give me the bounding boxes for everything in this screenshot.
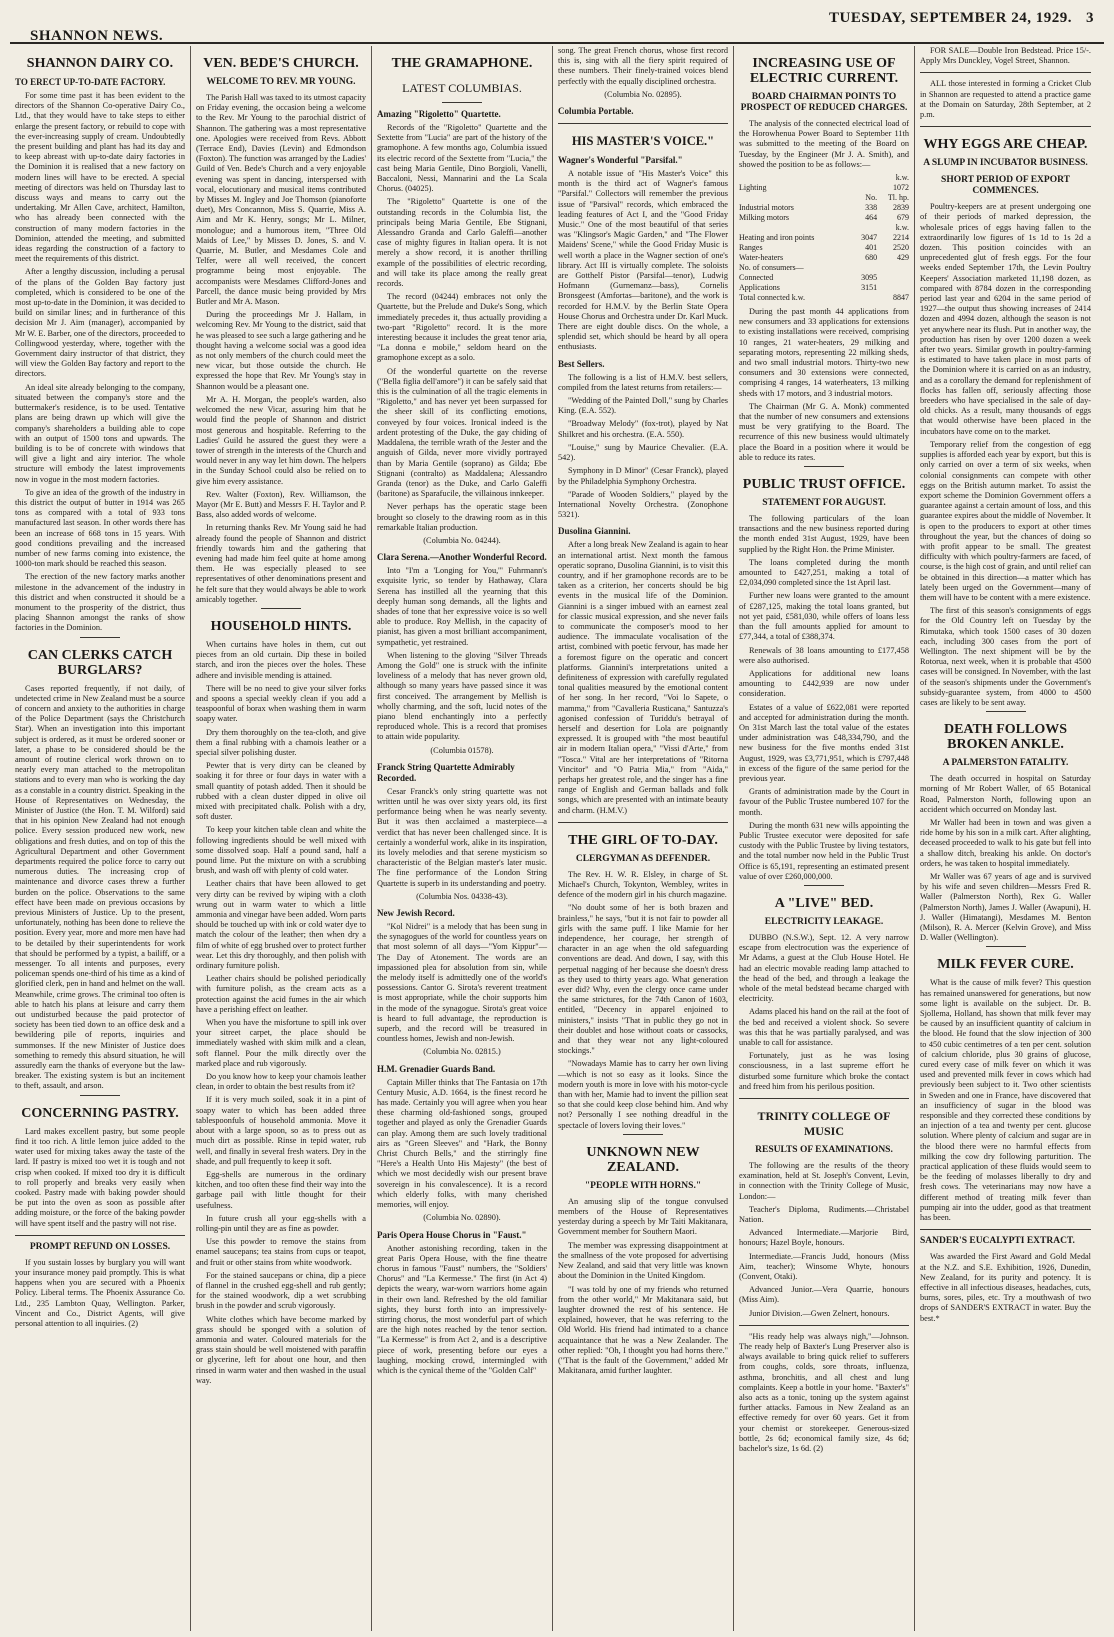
headline-live-bed: A "LIVE" BED. (774, 895, 874, 911)
headline-death: DEATH FOLLOWS BROKEN ANKLE. (943, 722, 1068, 753)
subhead: Franck String Quartette Admirably Recorded. (377, 761, 515, 783)
divider (261, 608, 301, 609)
paragraph: The Rev. H. W. R. Elsley, in charge of St. Michael's Church, Tokynton, Wembley, writes in defence of the modern girl in his church magazine. (558, 869, 728, 900)
subhead: Clara Serena.—Another Wonderful Record. (377, 552, 547, 563)
paragraph: For some time past it has been evident to the directors of the Shannon Co-operative Dairy Co., Ltd., that they would have to take steps to either enlarge the present factory, or rebuild to cope with the ever-increasing supply of cream. Undoubtedly the present building and plant has had its day and to keep abreast with up-to-date dairy factories in the Dominion it is realised that a new factory on modern lines will have to be erected. A special meeting of directors was held on Thursday last to discuss ways and means to carry out the undertaking. Mr Allen Cave, architect, Hamilton, who has already been connected with the construction of many modern factories in the Dominion, attended the meeting, and submitted ideas regarding the construction of a factory to meet the requirements of this district. (15, 91, 185, 264)
paragraph: Estates of a value of £622,081 were reported and accepted for administration during the month. On 31st March last the total value of the estates under administration was £48,334,790, and the new business for the five months ended 31st August, 1929, was £3,771,951, which is £797,448 in excess of the figure of the same period for the previous year. (739, 702, 909, 783)
table-cell: No. of consumers— (739, 263, 804, 273)
table-cell: Water-heaters (739, 253, 784, 263)
table-cell: 679 (897, 213, 909, 223)
paragraph: Mr Waller was 67 years of age and is survived by his wife and seven children—Messrs Fred R. Waller (Palmerston North), Rex G. Waller (Palmerston North), James J. Waller (Awapuni), H. J. Waller (Himatangi), Mesdames M. Benton (Milson), R. A. Mercer (Kelvin Grove), and Miss D. Waller (Wellington). (920, 872, 1091, 943)
record-number: (Columbia No. 04244). (423, 535, 501, 545)
table-cell: Applications (739, 283, 780, 293)
table-row (739, 213, 909, 223)
paragraph: Mr A. H. Morgan, the people's warden, also welcomed the new Vicar, assuring him that he would find the people of Shannon and district most generous and hospitable. Referring to the Ladies' Guild he assured the guest they were a tower of strength in the interests of the Church and would never in any way let him down. The helpers in the Sunday School could also be relied on to give him every assistance. (196, 394, 366, 486)
table-cell: Connected (739, 273, 774, 283)
headline-pastry: CONCERNING PASTRY. (21, 1105, 179, 1121)
subhead-dairy: TO ERECT UP-TO-DATE FACTORY. (15, 77, 166, 87)
paragraph: An amusing slip of the tongue convulsed members of the House of Representatives yesterday during a speech by Mr Taiti Makitanara, Government member for Southern Maori. (558, 1196, 728, 1237)
paragraph: Symphony in D Minor" (Cesar Franck), played by the Philadelphia Symphony Orchestra. (558, 466, 728, 486)
paragraph: The following are the results of the theory examination, held at St. Joseph's Convent, Levin, in connection with the Trinity College of Music, London:— (739, 1161, 909, 1201)
table-cell: Ranges (739, 243, 763, 253)
issue-date: TUESDAY, SEPTEMBER 24, 1929. (829, 10, 1072, 26)
table-cell: Industrial motors (739, 203, 794, 213)
divider (15, 1235, 185, 1236)
table-cell: k.w. (895, 173, 909, 183)
paragraph: The loans completed during the month amounted to £427,251, making a total of £2,034,090 completed since the 1st April last. (739, 557, 909, 588)
paragraph: Never perhaps has the operatic stage been brought so closely to the drawing room as in this remarkable Italian production. (377, 502, 547, 532)
headline-refund: PROMPT REFUND ON LOSSES. (29, 1241, 171, 1252)
paragraph: During the proceedings Mr J. Hallam, in welcoming Rev. Mr Young to the district, said that he was pleased to see such a large gathering and he thought having a welcome social was a good idea as not only members of the church could meet the new vicar, but those outside the church. He expressed the hope that Rev. Mr Young's stay in Shannon would be a pleasant one. (196, 310, 366, 391)
headline-household: HOUSEHOLD HINTS. (210, 618, 352, 634)
headline-dairy: SHANNON DAIRY CO. (26, 56, 174, 71)
table-cell (877, 273, 909, 283)
table-cell: k.w. (895, 223, 909, 233)
table-row (739, 173, 909, 183)
subhead: Wagner's Wonderful "Parsifal." (558, 155, 683, 166)
masthead (10, 6, 1104, 44)
subhead-horns: "PEOPLE WITH HORNS." (584, 1180, 702, 1191)
paragraph: White clothes which have become marked by grass should be sponged with a solution of ammonia and water. Coloured materials for the grass stain should be well moistened with paraffin or glycerine, left for about one hour, and then rinsed in warm water and then washed in the usual way. (196, 1314, 366, 1385)
subhead: Amazing "Rigoletto" Quartette. (377, 109, 501, 119)
paragraph: The "Rigoletto" Quartette is one of the outstanding records in the Columbia list, the principals being Maria Gentile, Ebe Stignani, Alessandro Granda and Carlo Galeffi—another case of mighty figures in Italian opera. It is not merely a show record, it is another thrilling example of the possibilities of electric recording, and will take its place among the really great records. (377, 197, 547, 289)
table-row (739, 193, 909, 203)
subhead-fatality: A PALMERSTON FATALITY. (942, 758, 1069, 769)
table-cell: 3151 (861, 283, 878, 293)
paragraph: Captain Miller thinks that The Fantasia on 17th Century Music, A.D. 1664, is the finest record he has made. Certainly you will agree when you hear these charming old-fashioned songs, grouped together and played as only the Grenadier Guards can play. Among them are such lovely traditional airs as "Green Sleeves" and "Hark, the Bonny Christ Church Bells," and the stirringly fine "Here's a Health Unto His Majesty" (the best of which we most decidedly wish our present brave sovereign in his convalescence). It is a record which elderly folks, with many cherished memories, will enjoy. (377, 1077, 547, 1210)
paragraph: Do you know how to keep your chamois leather clean, in order to obtain the best results from it? (196, 1072, 366, 1092)
paragraph: What is the cause of milk fever? This question has remained unanswered for generations, but now some light is available on the subject. Dr. B. Sjollema, Holland, has shown that milk fever may be caused by an insufficient quantity of calcium in the blood. He found that the slow injection of 300 to 450 cubic centimetres of a ten per cent. solution of calcium chloride, plus 30 grains of glucose, cured every case of milk fever on which it was used and prevented milk fever in cows which had previously been subject to it. Two other scientists in Sweden and one in France, have discovered that an insufficiency of sugar in the blood was responsible and they corrected these conditions by an injection of a tea and twenty per cent. glucose solution. Where plenty of calcium and sugar are in the blood there were no harmful effects from milking the cow dry following parturition. The practical application of these fluids would seem to be the feeding of molasses liberally to dry and fresh cows. The veterinarians may now have a different method of treating milk fever than pumping air into the udder, good as that treatment has been. (920, 978, 1091, 1223)
table-cell (739, 173, 853, 183)
divider (623, 1134, 663, 1135)
table-cell: Total connected k.w. (739, 293, 806, 303)
paragraph: The erection of the new factory marks another milestone in the advancement of the industry in this district and when constructed it should be a monument to the prosperity of the district, thus placing Shannon amongst the ranks of show factories in the Dominion. (15, 572, 185, 633)
table-row (739, 183, 909, 193)
subhead-results: RESULTS OF EXAMINATIONS. (755, 1145, 893, 1156)
subhead: Columbia Portable. (558, 106, 634, 117)
column-3 (372, 46, 553, 1631)
table-cell: 464 (865, 213, 878, 223)
subhead-export: SHORT PERIOD OF EXPORT COMMENCES. (941, 175, 1070, 197)
paragraph: For the stained saucepans or china, dip a piece of flannel in the crushed egg-shell and rub gently; for the stained woodwork, dip a wet scrubbing brush in the powder and scrub vigorously. (196, 1270, 366, 1311)
table-cell (853, 183, 877, 193)
headline-clerks: CAN CLERKS CATCH BURGLARS? (27, 647, 173, 678)
paragraph: Renewals of 38 loans amounting to £177,458 were also authorised. (739, 645, 909, 665)
table-cell: No. (865, 193, 878, 203)
table-cell (877, 263, 909, 273)
paragraph: If it is very much soiled, soak it in a pint of soapy water to which has been added three tablespoonfuls of household ammonia. Move it about with a large spoon, so as to press out as much dirt as possible. Rinse in tepid water, rub well, and finally in several fresh waters. Dry in the shade, and pull frequently to keep it soft. (196, 1095, 366, 1166)
paragraph: "I was told by one of my friends who returned from the other world," Mr Makitanara said, but laughter drowned the rest of his sentence. He explained, however, that he was referring to the Old World. His friend had intimated to a chance acquaintance that he was a New Zealander. The other replied: "Oh, I thought you had horns there." ("That is the fault of the Government," added Mr Makitanara, amid further laughter. (558, 1284, 728, 1376)
table-row (739, 273, 909, 283)
divider (986, 946, 1026, 947)
column-4 (553, 46, 734, 1631)
column-6 (915, 46, 1096, 1631)
subhead-columbias: LATEST COLUMBIAS. (402, 81, 522, 95)
table-row (739, 223, 909, 233)
paper-name: SHANNON NEWS. (30, 28, 164, 44)
divider (80, 1095, 120, 1096)
headline-gramaphone: THE GRAMAPHONE. (391, 56, 533, 71)
paragraph: During the month 631 new wills appointing the Public Trustee executor were deposited for safe custody with the Public Trustee by living testators, and the total number now held in the Public Trust Office is 65,191, representing an estimated present value of over £260,000,000. (739, 820, 909, 881)
paragraph: "Louise," sung by Maurice Chevalier. (E.A. 542). (558, 442, 728, 463)
paragraph: Cases reported frequently, if not daily, of undetected crime in New Zealand must be a source of concern and anxiety to the authorities in charge of the Police Department (says the Christchurch Star). When an investigation into this important subject is ordered, as it must be ordered sooner or later, a phase to be considered should be the amount of routine clerical work thrown on to nearly every man attached to the metropolitan stations and to every man who is working the day as a constable in a country district. Speaking in the House of Representatives on Wednesday, the Minister of Justice (the Hon. T. M. Wilford) said that in his opinion New Zealand had not enough police. Every session produced new work, new obligations and fresh duties, and on top of this the Agricultural Department and other Government departments required the police force to carry out numerous duties. The increasing crop of maintenance and divorce cases threw a further burden on the police. Observations to the same effect have been made on previous occasions by previous Ministers of Justice. Up to the present, unfortunately, nothing has been done to relieve the position. Every year, more and more men have had to be detailed by their superintendents for work that should be performed by a typist, a bailiff, or a messenger. To all intents and purposes, every policeman spends one-third of his time as a kind of glorified clerk, pen in hand and helmet on the wall. Meanwhile, crime grows. The criminal too often is able to hatch his plans at leisure and carry them out undisturbed because the paid protector of society has been tied down to an office desk and a bewildering pile of reports, inquiries and summonses. If the new Minister of Justice does something to remedy this absurd situation, he will assuredly earn the thanks of everyone but the law-breaker. The existing system is but an incitement to theft, assault, and arson. (15, 683, 185, 1091)
record-number: (Columbia Nos. 04338-43). (416, 891, 508, 901)
record-number: (Columbia No. 02895). (604, 89, 682, 99)
divider (442, 102, 482, 103)
headline-sanders: SANDER'S EUCALYPTI EXTRACT. (920, 1236, 1075, 1247)
paragraph: Of the wonderful quartette on the reverse ("Bella figlia dell'amore") it can be safely said that this is the culmination of all the tragic elements in "Rigoletto," and has never yet been surpassed for the sheer skill of its conflicting emotions, conveyed by four voices. Ironical indeed is the ardent protesting of the Duke, the gay chiding of Maddalena, the terrible wrath of the Jester and the anguish of Gilda, never more vividly portrayed than by Maria Gentile (soprano) as Gilda; Ebe Stignani (contralto) as Maddalena; Alessandro Granda (tenor) as the Duke, and Carlo Galeffi (baritone) as Sparafucile, the villainous innkeeper. (377, 366, 547, 499)
paragraph: The first of this season's consignments of eggs for the Old Country left on Tuesday by the Rimutaka, which took 1500 cases of 30 dozen each, including 300 cases from the port of Wellington. The next shipment will be by the Rotorua, next week, when it is probable that 4500 cases will be consigned. In November, with the last of the season's shipments under the Government's subsidy-guarantee system, from 4000 to 4500 cases are likely to be sent away. (920, 606, 1091, 707)
headline-milk-fever: MILK FEVER CURE. (937, 957, 1074, 973)
paragraph: Lard makes excellent pastry, but some people find it too rich. A little lemon juice added to the water used for mixing takes away the taste of the lard. If pastry is mixed too wet it is tough and not crisp when cooked. If mixed too dry it is difficult to roll properly and breaks very easily when cooked. Pastry made with baking powder should be put into the oven as soon as possible after adding moisture, or the force of the baking powder will have spent itself and the pastry will not rise. (15, 1126, 185, 1228)
divider (920, 72, 1091, 73)
table-cell: Lighting (739, 183, 767, 193)
paragraph: The Parish Hall was taxed to its utmost capacity on Friday evening, the occasion being a welcome to the Rev. Mr Young to the parochial district of Shannon. The gathering was a most representative one. Apologies were received from Revs. Abbott (Terrace End), Davies (Levin) and Edmondson (Foxton). The function was arranged by the Ladies' Guild of Ven. Bede's Church and a very enjoyable evening was spent in dancing, interspersed with vocal, elocutionary and musical items contributed by Misses M. Ingley and Joe Thomson (pianoforte duet), Mrs Concannon, Miss S. Quarrie, Miss A. Aim and Mr K. Henry, songs; Mr L. Milner, monologue; and a humorous item, "Three Old Maids of Lee," by Misses D. Jones, S. and V. Quarrie, M. Butler, and Mesdames Cole and Telfer, were all well received, the concert programme being most enjoyable. The accompanists were Mesdames Clifford-Jones and Parcell, the dance music being provided by Mrs Butler and Mr A. Mason. (196, 93, 366, 307)
table-cell: Tl. hp. (887, 193, 909, 203)
table-row (739, 243, 909, 253)
table-cell (853, 263, 877, 273)
headline-unknown-nz: UNKNOWN NEW ZEALAND. (586, 1144, 700, 1175)
divider (739, 1325, 909, 1326)
table-cell: 429 (897, 253, 909, 263)
record-number: (Columbia No. 02890). (423, 1213, 501, 1223)
subhead-leakage: ELECTRICITY LEAKAGE. (764, 916, 884, 927)
paragraph: The analysis of the connected electrical load of the Horowhenua Power Board to September 11th was submitted to the meeting of the Board on Tuesday, by the Engineer (Mr J. A. Smith), and showed the position to be as follows:— (739, 119, 909, 169)
paragraph: Egg-shells are numerous in the ordinary kitchen, and too often these find their way into the garbage pail with little thought for their usefulness. (196, 1169, 366, 1210)
paragraph: The record (04244) embraces not only the Quartette, but the Prelude and Duke's Song, which immediately precedes it, thus actually providing a two-part "Rigoletto" record. It is the more interesting because it includes the great tenor aria, "La donna e mobile," seldom heard on the gramophone except as a solo. (377, 292, 547, 363)
table-cell: 3047 (861, 233, 878, 243)
paragraph: Cesar Franck's only string quartette was not written until he was over sixty years old, its first performance being when he was nearly seventy. But it was then acclaimed a masterpiece—a verdict that has never been challenged since. It is certainly a wonderful work, alike in its inspiration, its lovely melodies and that serene mysticism so characteristic of the Belgian master's later music. The fine performance of the London String Quartette is superb in its understanding and poetry. (377, 786, 547, 888)
paragraph: Dry them thoroughly on the tea-cloth, and give them a final rubbing with a chamois leather or a special silver polishing duster. (196, 727, 366, 757)
paragraph: song. The great French chorus, whose first record this is, sing with all the fiery spirit required of these numbers. Their finely-trained voices blend perfectly with the equally disciplined orchestra. (558, 46, 728, 86)
paragraph: Into "I'm a 'Longing for You,'" Fuhrmann's exquisite lyric, so tender by Hathaway, Clara Serena has instilled all the yearning that this deeply human song demands, all the lights and shades of tone that her expressive voice is so well able to produce. Roy Mellish, in the capacity of pianist, has given a most brilliant accompaniment, sympathetic, yet restrained. (377, 566, 547, 647)
subhead-electric: BOARD CHAIRMAN POINTS TO PROSPECT OF REDUCED CHARGES. (740, 92, 908, 113)
advertisement: Was awarded the First Award and Gold Medal at the N.Z. and S.E. Exhibition, 1926, Dunedin, New Zealand, for its purity and potency. It is effective in all infectious diseases, headaches, cuts, burns, sores, piles, etc. Try a mouthwash of two drops of SANDER'S EXTRACT in water. Buy the best.* (920, 1252, 1091, 1323)
table-cell: 1072 (893, 183, 909, 193)
paragraph: In returning thanks Rev. Mr Young said he had already found the people of Shannon and district friendly towards him and the gathering that evening had made him feel quite at home among them. He was especially pleased to see representatives of other denominations present and he felt sure that they would always be able to work amicably together. (196, 523, 366, 604)
record-number: (Columbia No. 02815.) (423, 1047, 501, 1057)
table-cell (739, 223, 853, 233)
columns (10, 46, 1104, 1631)
column-1 (10, 46, 191, 1631)
subhead-girl: CLERGYMAN AS DEFENDER. (575, 853, 711, 864)
paragraph: During the past month 44 applications from new consumers and 33 applications for extensions to existing installations were received, comprising 10 ranges, 21 water-heaters, 29 milking and separating motors, representing 22 milking sheds, and two small industrial motors. Thirty-two new consumers and 30 extensions were connected, comprising 4 ranges, 14 waterheaters, 13 milking sheds with 17 motors, and 3 industrial motors. (739, 307, 909, 398)
classified-ad: FOR SALE—Double Iron Bedstead. Price 15/-. Apply Mrs Dunckley, Vogel Street, Shannon. (920, 46, 1091, 66)
record-number: (Columbia 01578). (430, 745, 494, 755)
divider (920, 126, 1091, 127)
table-cell: Milking motors (739, 213, 790, 223)
paragraph: The Chairman (Mr G. A. Monk) commented that the number of new consumers and extensions must be very gratifying to the Board. The recurrence of this new business would ultimately place the Board in a position where it would be able to reduce its rates. (739, 401, 909, 462)
divider (558, 123, 728, 124)
column-2 (191, 46, 372, 1631)
headline-eggs: WHY EGGS ARE CHEAP. (923, 137, 1088, 153)
paragraph: The following particulars of the loan transactions and the new business reported during the month ended 31st August, 1929, have been supplied by the Right Hon. the Prime Minister. (739, 514, 909, 554)
table-row (739, 293, 909, 303)
subhead: Dusolina Giannini. (558, 526, 631, 537)
paragraph: After a lengthy discussion, including a perusal of the plans of the Golden Bay factory just completed, which is considered to be one of the most up-to-date in the Dominion, it was decided to build on similar lines; and in furtherance of this decision Mr J. Aim (manager), accompanied by Mr W. E. Barber, one of the directors, proceeded to Collingwood yesterday, where, together with the Government dairy instructor of that district, they will view the Golden Bay factory and report to the directors. (15, 267, 185, 379)
paragraph: "Broadway Melody" (fox-trot), played by Nat Shilkret and his orchestra. (E.A. 550). (558, 419, 728, 439)
paragraph: Fortunately, just as he was losing consciousness, in a last supreme effort he disturbed some furniture which broke the contact and freed him from his perilous position. (739, 1051, 909, 1091)
classified-ad: ALL those interested in forming a Cricket Club in Shannon are requested to attend a practice game at the Domain on Saturday, 28th September, at 2 p.m. (920, 79, 1091, 120)
paragraph: After a long break New Zealand is again to hear an international artist. Next month the famous operatic soprano, Dusolina Giannini, is to visit this country, and if her gramophone records are to be taken as a criterion, her concerts should be big events in the musical life of the Dominion. Giannini is a singer imbued with an earnest zeal for classic musical expression, and she never fails to communicate the composer's mood to her audience. The immaculate vocalisation of the artist, combined with poetic fervour, has made her a foremost figure on the operatic and concert platforms. Giannini's interpretations united a definiteness of expression with carefully regulated tonal qualities measured by the emotional content of her song. In her record, "Voi lo Sapete, o mamma," from "Cavalleria Rusticana," Santuzza's agonised confession of Turiddu's betrayal of herself and desertion for Lola are poignantly expressed. It is grouped with "the most beautiful air in modern Italian opera," "Vissi d'Arte," from "Tosca." Vital are her interpretations of "Ritorna Vincitor" and "O Patria Mia," from "Aida," perhaps her greatest role, and the singer has a fine range of English and German ballads and folk songs, which are presented with an intimate beauty and charm. (H.M.V.) (558, 540, 728, 815)
subhead: H.M. Grenadier Guards Band. (377, 1063, 496, 1074)
table-cell: 8847 (893, 293, 909, 303)
paragraph: Pewter that is very dirty can be cleaned by soaking it for three or four days in water with a small quantity of potash added. Then it should be rubbed with a clean duster dipped in olive oil mixed with precipitated chalk. Polish with a dry, soft duster. (196, 761, 366, 822)
table-cell (853, 173, 877, 183)
paragraph: When you have the misfortune to spill ink over your sitreet carpet, the place should be immediately washed with skim milk and a clean, soft flannel. Pour the milk directly over the marked place and rub vigorously. (196, 1018, 366, 1068)
paragraph: The death occurred in hospital on Saturday morning of Mr Robert Waller, of 65 Botanical Road, Palmerston North, following upon an accident which occurred on Monday last. (920, 774, 1091, 814)
paragraph: Grants of administration made by the Court in favour of the Public Trustee numbered 107 for the month. (739, 787, 909, 817)
table-cell: 2839 (893, 203, 909, 213)
table-cell: 2214 (893, 233, 909, 243)
paragraph: Another astonishing recording, taken in the great Paris Opera House, with the fine theatre chorus in famous "Faust" numbers, the "Soldiers' Chorus" and "La Kermesse." The first (in Act 4) depicts the weary, war-worn warriors home again in their own land. Refreshed by the old familiar sights, they burst forth into an impressively-stirring chorus, the most wonderful part of which are the high notes reached by the tenor section. "La Kermesse" is from Act 2, and is a descriptive piece of work, presenting before our eyes a laughing, mocking crowd, intermingled with which is the cynical theme of the "Golden Calf" (377, 1243, 547, 1375)
paragraph: DUBBO (N.S.W.), Sept. 12. A very narrow escape from electrocution was the experience of Mr Adams, a guest at the Club House Hotel. He had an electric movable reading lamp attached to the head of the bed, and through a leakage the whole of the metal bedstead became charged with electricity. (739, 932, 909, 1004)
table-row (739, 263, 909, 273)
paragraph: "No doubt some of her is both brazen and brainless," he says, "but it is not fair to powder all girls with the same puff. I like Mamie for her independence, her courage, her strength of character in an age when the old safeguarding conventions are dead. And down, I say, with this perpetual nagging of her because she doesn't dress as they used to thirty years ago. What generation ever did? Why, even the clergy once came under the same strictures, for the 74th Canon of 1603, entitled, "Decency in apparel enjoined to ministers," insists "That in public they go not in their doublet and hose without coats or cassocks, and that they wear not any light-coloured stockings." (558, 903, 728, 1056)
load-table (739, 173, 909, 303)
paragraph: If you sustain losses by burglary you will want your insurance money paid promptly. This is what happens when you are secured with a Phoenix Policy. Liberal terms. The Phoenix Assurance Co. Ltd., 235 Lambton Quay, Wellington. Parker, Vincent and Co., District Agents, will give personal attention to all inquiries. (2) (15, 1257, 185, 1328)
paragraph: Records of the "Rigoletto" Quartette and the Sextette from "Lucia" are part of the history of the gramophone. A few months ago, Columbia issued its electric record of the Sextette from "Lucia," the cast being Maria Gentile, Dino Borgioli, Vanelli, Baccaloni, Nessi, Mannarini and the La Scala Chorus. (04025). (377, 123, 547, 194)
divider (80, 637, 120, 638)
paragraph: "Kol Nidrei" is a melody that has been sung in the synagogues of the world for countless years on that most solemn of all days—"Yom Kippur"—The Day of Atonement. The words are an impassioned plea for absolution from sin, while the melody itself is admittedly one of the world's possessions. Cantor G. Sirota's reverent treatment is most appropriate, while the choir supports him in the mode of the synagogue. Sirota's great voice is heard to full advantage, the reproduction is superb, and the record will be treasured in countless homes, Jewish and non-Jewish. (377, 922, 547, 1044)
advertisement: "His ready help was always nigh,"—Johnson. The ready help of Baxter's Lung Preserver also is always available to bring quick relief to sufferers from coughs, colds, sore throats, influenza, asthma, bronchitis, and all chest and lung complaints. Keep a bottle in your home. "Baxter's" also acts as a tonic, toning up the system against further attacks. Famous in New Zealand as an effective remedy for over 60 years. Get it from your chemist or storekeeper. Generous-sized bottle, 2s 6d; economical family size, 4s 6d; bachelor's size, 1s 6d. (2) (739, 1331, 909, 1454)
table-cell (877, 283, 909, 293)
divider (739, 1098, 909, 1099)
headline-church: VEN. BEDE'S CHURCH. (203, 56, 359, 71)
paragraph: To keep your kitchen table clean and white the following ingredients should be well mixed with some dissolved soap. Half a pound sand, half a pound lime. Put the mixture on with a scrubbing brush, and wash off with plenty of cold water. (196, 825, 366, 876)
divider (920, 1229, 1091, 1230)
paragraph: Mr Waller had been in town and was given a ride home by his son in a milk cart. After alighting, deceased proceeded to walk to his gate but fell into a shallow ditch, breaking his ankle. On doctor's orders, he was taken to hospital immediately. (920, 817, 1091, 868)
table-row (739, 233, 909, 243)
paragraph: Junior Division.—Gwen Zelnert, honours. (749, 1308, 890, 1318)
table-cell: 401 (865, 243, 878, 253)
page-number: 3 (1086, 10, 1094, 26)
paragraph: A notable issue of "His Master's Voice" this month is the third act of Wagner's famous "Parsifal." Collectors will remember the previous issue of "Parsival" records, which embraced the leading features of Act I, and the "Good Friday Music." One of the most beautiful of that series was "Klingsor's Magic Garden," and "The Flower Maidens' Scene," while the Good Friday Music is well worth a place in the Wagner section of one's library. Act III is virtually complete. The soloists are Gotthelf Pistor (Parsifal—tenor), Ludwig Hofmann (Gurnemanz—bass), Cornelis Bronsgeest (Amfortas—baritone), and the work is recorded for H.M.V. by the Berlin State Opera House Chorus and Orchestra under Dr. Karl Muck. There are eight double discs. On the whole, a splendid set, which should be heard by all opera enthusiasts. (558, 169, 728, 352)
paragraph: Rev. Walter (Foxton), Rev. Williamson, the Mayor (Mr E. Butt) and Messrs F. H. Taylor and P. Bass, also added words of welcome. (196, 489, 366, 520)
table-cell: 2520 (893, 243, 909, 253)
paragraph: Advanced Junior.—Vera Quarrie, honours (Miss Aim). (739, 1285, 909, 1305)
paragraph: Teacher's Diploma, Rudiments.—Christabel Nation. (739, 1204, 909, 1225)
table-cell: 680 (865, 253, 878, 263)
divider (804, 885, 844, 886)
paragraph: "Wedding of the Painted Doll," sung by Charles King. (E.A. 552). (558, 396, 728, 416)
paragraph: An ideal site already belonging to the company, situated between the company's store and the buttermaker's residence, is to be used. Tentative plans are being drawn up which will give the company's shareholders a building able to cope with an output of 1500 tons and upwards. The building is to be of concrete with windows that will give a light and airy interior. The whole structure will embody the latest improvements now in vogue in the most modern factories. (15, 382, 185, 484)
subhead-public-trust: STATEMENT FOR AUGUST. (762, 498, 886, 509)
headline-girl: THE GIRL OF TO-DAY. (568, 832, 718, 848)
paragraph: "Parade of Wooden Soldiers," played by the International Novelty Orchestra. (Zonophone 5321). (558, 489, 728, 520)
paragraph: Further new loans were granted to the amount of £287,125, making the total loans granted, but not yet paid, £581,030, while offers of loans less than the full amounts applied for amount to £77,344, a total of £388,374. (739, 591, 909, 642)
column-5 (734, 46, 915, 1631)
divider (986, 711, 1026, 712)
paragraph: The following is a list of H.M.V. best sellers, compiled from the latest returns from retailers:— (558, 372, 728, 392)
headline-public-trust: PUBLIC TRUST OFFICE. (742, 477, 906, 493)
paragraph: Adams placed his hand on the rail at the foot of the bed and received a violent shock. So severe was this that he was partially paralysed, and was unable to call for assistance. (739, 1007, 909, 1047)
paragraph: There will be no need to give your silver forks and spoons a special weekly clean if you add a teaspoonful of borax when washing them in warm soapy water. (196, 683, 366, 724)
paragraph: Advanced Intermediate.—Marjorie Bird, honours; Hazel Boyle, honours. (739, 1228, 909, 1248)
table-cell (853, 223, 877, 233)
paragraph: Applications for additional new loans amounting to £442,939 are now under consideration. (739, 668, 909, 699)
paragraph: In future crush all your egg-shells with a rolling-pin until they are as fine as powder. (196, 1213, 366, 1233)
paragraph: Leather chairs should be polished periodically with furniture polish, as the cream acts as a protection against the acid fumes in the air which have a perishing effect on leather. (196, 974, 366, 1014)
paragraph: "Nowadays Mamie has to carry her own living—which is not so easy as it looks. Since the modern youth is more in love with his motor-cycle than with her, Mamie had to invent the pillion seat so that she could keep close behind him. And why not? Personally I see nothing dreadful in the spectacle of lovers loving their loves." (558, 1059, 728, 1130)
subhead-slump: A SLUMP IN INCUBATOR BUSINESS. (923, 158, 1088, 169)
paragraph: Leather chairs that have been allowed to get very dirty can be revived by wiping with a cloth wrung out in warm water to which a little ammonia and vinegar have been added. Worn parts should be touched up with ink or cold water dye to match the colour of the leather; then when dry a film of white of egg brushed over to protect further wear. Let this dry thoroughly, and then polish with ordinary furniture polish. (196, 879, 366, 971)
table-cell: Heating and iron points (739, 233, 815, 243)
headline-electric: INCREASING USE OF ELECTRIC CURRENT. (749, 56, 899, 86)
paragraph: To give an idea of the growth of the industry in this district the output of butter in 1914 was 265 tons as compared with a total of 933 tons manufactured last season. In other words there has been an increase of 668 tons in 15 years. With good conditions prevailing and the increased number of new farms coming into existence, the 1000-ton mark should be reached this season. (15, 487, 185, 569)
headline-trinity: TRINITY COLLEGE OF MUSIC (757, 1109, 891, 1139)
table-row (739, 253, 909, 263)
subhead: Paris Opera House Chorus in "Faust." (377, 1229, 527, 1240)
paragraph: When listening to the gloving "Silver Threads Among the Gold" one is struck with the infinite loveliness of a melody that has never grown old, although so many years have passed since it was first conceived. The arrangement by Mellish is wholly charming, and the soft, lucid notes of the piano blend enchantingly into a perfectly reproduced whole. This is a record that promises to attain wide popularity. (377, 650, 547, 742)
table-cell (853, 293, 877, 303)
paragraph: Temporary relief from the congestion of egg supplies is afforded each year by export, but this is only carried on over a term of six weeks, when colonial consignments can compete with other eggs on the British autumn market. To assist the export scheme the Dominion Government offers a guarantee against a certain amount of loss, and this guarantee expires about the middle of November. It is open to the producers to export at other times throughout the year, but the chances of doing so with profit appear to be small. The greatest difficulty with which poultry-farmers are faced, of course, is the high cost of grain, and until relief can be obtained in this direction—a matter which has lately been urged on the Government—many of them will have to be content with a mere existence. (920, 439, 1091, 602)
paragraph: When curtains have holes in them, cut out pieces from an old curtain. Dip these in boiled starch, and iron the pieces over the holes. These adhere and invisible mending is attained. (196, 639, 366, 680)
paragraph: The member was expressing disappointment at the smallness of the vote proposed for advertising New Zealand, and said that very little was known about the Dominion in the United Kingdom. (558, 1240, 728, 1281)
divider (558, 822, 728, 823)
divider (804, 466, 844, 467)
paragraph: Poultry-keepers are at present undergoing one of their periods of marked depression, the wholesale prices of eggs having fallen to the extraordinarily low figures of 1s 1d to 1s 2d a dozen. This position coincides with an unprecedented glut of fresh eggs. For the four weeks ended September 17th, the Levin Poultry Keepers' Association marketed 11,198 dozen, as compared with 8784 dozen in the corresponding period last year and 6204 in the same period of 1927—the output thus showing increases of 2414 dozen and 4994 dozen, although the season is not yet anywhere near its flush. Put in another way, the production has risen by over 1200 dozen a week after two years. Similar growth in poultry-farming is estimated to have taken place in most parts of the Dominion where it is carried on as an industry, and as a corollary the demand for replenishment of flocks has fallen off, seriously affecting those breeders who have specialised in the sale of day-old chicks. As a result, many thousands of eggs that would otherwise have been placed in the incubators have come on to the market. (920, 202, 1091, 436)
subhead: New Jewish Record. (377, 908, 455, 919)
table-row (739, 203, 909, 213)
table-cell: 338 (865, 203, 878, 213)
headline-hmv: HIS MASTER'S VOICE." (571, 134, 715, 149)
table-cell (739, 193, 853, 203)
paragraph: Use this powder to remove the stains from enamel saucepans; tea stains from cups or teapot, and fruit or other stains from white woodwork. (196, 1237, 366, 1267)
table-row (739, 283, 909, 293)
subhead-church: WELCOME TO REV. MR YOUNG. (206, 77, 356, 87)
dateline (829, 10, 1094, 27)
table-cell: 3095 (861, 273, 878, 283)
paragraph: Intermediate.—Francis Judd, honours (Miss Aim, teacher); Winsome Whyte, honours (Convent, Otaki). (739, 1251, 909, 1282)
subhead: Best Sellers. (558, 358, 605, 369)
